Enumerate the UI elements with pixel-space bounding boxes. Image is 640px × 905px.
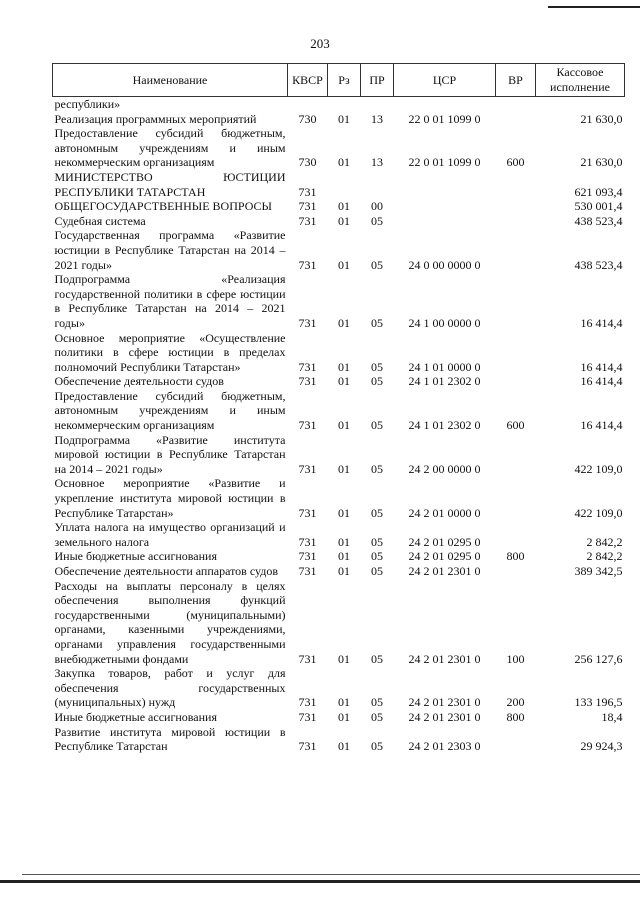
cell-rz: 01 bbox=[338, 359, 350, 374]
cell-csr bbox=[394, 214, 496, 229]
table-row bbox=[53, 389, 625, 433]
cell-vr bbox=[496, 214, 536, 229]
cell-name: Развитие института мировой юстиции в Республике Татарстан bbox=[54, 724, 286, 754]
cell-kvsr: 731 bbox=[298, 257, 317, 272]
cell-rz bbox=[328, 97, 361, 112]
cell-rz: 01 bbox=[338, 505, 350, 520]
header-csr: ЦСР bbox=[394, 64, 496, 97]
cell-amount: 2 842,2 bbox=[586, 549, 623, 564]
cell-name: Расходы на выплаты персоналу в целях обеспечения выполнения функций государственными (муниципальными) органами, казенными учреждениями, органами управления государственными внебюджетными фондами bbox=[54, 578, 286, 666]
cell-rz: 01 bbox=[338, 549, 350, 564]
cell-csr: 24 2 01 2303 0 bbox=[408, 739, 481, 754]
cell-name: ОБЩЕГОСУДАРСТВЕННЫЕ ВОПРОСЫ bbox=[54, 199, 272, 214]
cell-vr bbox=[496, 228, 536, 272]
cell-name: Предоставление субсидий бюджетным, автономным учреждениям и иным некоммерческим организациям bbox=[54, 388, 286, 433]
table-row bbox=[53, 710, 625, 725]
cell-vr: 100 bbox=[506, 651, 525, 666]
cell-pr: 05 bbox=[371, 359, 383, 374]
header-vr: ВР bbox=[496, 64, 536, 97]
cell-pr: 05 bbox=[371, 418, 383, 433]
cell-name: Закупка товаров, работ и услуг для обеспечения государственных (муниципальных) нужд bbox=[54, 666, 286, 710]
table-body bbox=[53, 97, 625, 754]
cell-amount bbox=[536, 97, 625, 112]
cell-vr bbox=[496, 374, 536, 389]
cell-rz: 01 bbox=[338, 315, 350, 330]
cell-kvsr: 731 bbox=[298, 199, 317, 214]
cell-csr: 24 2 00 0000 0 bbox=[408, 461, 481, 476]
cell-kvsr: 731 bbox=[298, 359, 317, 374]
cell-rz: 01 bbox=[338, 111, 350, 126]
cell-vr bbox=[496, 199, 536, 214]
table-row bbox=[53, 331, 625, 375]
cell-rz bbox=[328, 170, 361, 199]
cell-csr: 24 1 01 2302 0 bbox=[408, 374, 481, 389]
cell-csr: 24 2 01 0000 0 bbox=[408, 505, 481, 520]
cell-kvsr: 730 bbox=[298, 155, 317, 170]
cell-pr: 05 bbox=[371, 709, 383, 724]
cell-csr: 24 2 01 0295 0 bbox=[408, 534, 481, 549]
cell-csr: 24 2 01 2301 0 bbox=[408, 564, 481, 578]
table-row bbox=[53, 170, 625, 199]
table-row bbox=[53, 549, 625, 564]
cell-name: Подпрограмма «Развитие института мировой юстиции в Республике Татарстан на 2014 – 2021 годы» bbox=[54, 432, 286, 476]
cell-name: Подпрограмма «Реализация государственной политики в сфере юстиции в Республике Татарстан на 2014 – 2021 годы» bbox=[54, 272, 286, 330]
cell-rz: 01 bbox=[338, 739, 350, 754]
bottom-edge-bar bbox=[0, 880, 640, 883]
cell-kvsr: 731 bbox=[298, 564, 317, 578]
cell-amount: 422 109,0 bbox=[574, 461, 623, 476]
table-row bbox=[53, 214, 625, 229]
cell-kvsr: 731 bbox=[298, 418, 317, 433]
cell-pr bbox=[361, 97, 394, 112]
cell-kvsr: 731 bbox=[298, 549, 317, 564]
cell-pr: 13 bbox=[371, 111, 383, 126]
cell-kvsr bbox=[288, 97, 328, 112]
cell-csr: 24 2 01 2301 0 bbox=[408, 709, 481, 724]
cell-rz: 01 bbox=[338, 155, 350, 170]
cell-vr bbox=[496, 564, 536, 579]
table-row bbox=[53, 579, 625, 667]
table-row bbox=[53, 666, 625, 710]
cell-amount: 256 127,6 bbox=[574, 651, 623, 666]
cell-csr: 24 1 01 2302 0 bbox=[408, 418, 481, 433]
table-row bbox=[53, 476, 625, 520]
budget-table bbox=[52, 63, 625, 754]
table-row bbox=[53, 199, 625, 214]
cell-name: Предоставление субсидий бюджетным, автономным учреждениям и иным некоммерческим организациям bbox=[54, 126, 286, 170]
cell-vr bbox=[496, 170, 536, 199]
cell-rz: 01 bbox=[338, 257, 350, 272]
cell-name: Судебная система bbox=[54, 213, 146, 228]
cell-csr: 24 2 01 2301 0 bbox=[408, 651, 481, 666]
cell-amount: 133 196,5 bbox=[574, 695, 623, 710]
cell-pr: 05 bbox=[371, 505, 383, 520]
table-row bbox=[53, 228, 625, 272]
cell-csr: 24 0 00 0000 0 bbox=[408, 257, 481, 272]
cell-vr bbox=[496, 476, 536, 520]
cell-name: Основное мероприятие «Развитие и укрепление института мировой юстиции в Республике Татарстан» bbox=[54, 476, 286, 520]
table-header-row bbox=[53, 64, 625, 97]
cell-kvsr: 731 bbox=[298, 374, 317, 389]
cell-csr: 22 0 01 1099 0 bbox=[408, 111, 481, 126]
table-row bbox=[53, 725, 625, 754]
cell-rz: 01 bbox=[338, 709, 350, 724]
cell-kvsr: 731 bbox=[298, 739, 317, 754]
cell-vr: 800 bbox=[506, 549, 525, 564]
cell-name: Уплата налога на имущество организаций и земельного налога bbox=[54, 520, 286, 549]
table-row bbox=[53, 272, 625, 330]
cell-rz: 01 bbox=[338, 418, 350, 433]
cell-name: Реализация программных мероприятий bbox=[54, 111, 257, 126]
cell-csr bbox=[394, 170, 496, 199]
cell-kvsr: 731 bbox=[298, 461, 317, 476]
cell-pr: 05 bbox=[371, 695, 383, 710]
cell-rz: 01 bbox=[338, 695, 350, 710]
cell-kvsr: 731 bbox=[298, 315, 317, 330]
cell-name: Государственная программа «Развитие юстиции в Республике Татарстан на 2014 – 2021 годы» bbox=[54, 228, 286, 272]
cell-vr bbox=[496, 331, 536, 375]
cell-pr: 00 bbox=[371, 199, 383, 214]
cell-amount: 422 109,0 bbox=[574, 505, 623, 520]
cell-rz: 01 bbox=[338, 564, 350, 578]
cell-kvsr: 731 bbox=[298, 709, 317, 724]
table-row bbox=[53, 433, 625, 477]
table-row bbox=[53, 112, 625, 127]
table-row bbox=[53, 97, 625, 112]
cell-amount: 530 001,4 bbox=[574, 199, 623, 214]
cell-csr bbox=[394, 199, 496, 214]
cell-csr: 24 1 01 0000 0 bbox=[408, 359, 481, 374]
cell-name: республики» bbox=[54, 97, 121, 111]
cell-amount: 2 842,2 bbox=[586, 534, 623, 549]
cell-csr: 24 2 01 2301 0 bbox=[408, 695, 481, 710]
cell-vr bbox=[496, 725, 536, 754]
cell-amount: 16 414,4 bbox=[580, 359, 623, 374]
top-edge-line bbox=[548, 6, 640, 8]
cell-pr: 05 bbox=[371, 651, 383, 666]
cell-vr: 600 bbox=[506, 418, 525, 433]
cell-rz: 01 bbox=[338, 213, 350, 228]
bottom-frame-line bbox=[22, 874, 640, 875]
table-row bbox=[53, 520, 625, 549]
header-pr: ПР bbox=[361, 64, 394, 97]
cell-kvsr: 731 bbox=[298, 213, 317, 228]
cell-name: Иные бюджетные ассигнования bbox=[54, 549, 217, 564]
page-number: 203 bbox=[310, 36, 330, 51]
table-row bbox=[53, 374, 625, 389]
cell-pr: 05 bbox=[371, 374, 383, 389]
cell-kvsr: 731 bbox=[298, 534, 317, 549]
cell-pr: 05 bbox=[371, 461, 383, 476]
cell-vr: 600 bbox=[506, 155, 525, 170]
cell-name: Обеспечение деятельности судов bbox=[54, 374, 224, 389]
table-row bbox=[53, 126, 625, 170]
cell-rz: 01 bbox=[338, 534, 350, 549]
cell-vr bbox=[496, 97, 536, 112]
cell-amount: 438 523,4 bbox=[574, 257, 623, 272]
cell-amount: 21 630,0 bbox=[580, 155, 623, 170]
cell-kvsr: 731 bbox=[298, 184, 317, 199]
cell-pr: 05 bbox=[371, 534, 383, 549]
cell-csr: 24 2 01 0295 0 bbox=[408, 549, 481, 564]
cell-rz: 01 bbox=[338, 461, 350, 476]
header-amount: Кассовое исполнение bbox=[536, 64, 625, 97]
cell-name: Обеспечение деятельности аппаратов судов bbox=[54, 564, 279, 578]
header-rz: Рз bbox=[328, 64, 361, 97]
cell-vr: 200 bbox=[506, 695, 525, 710]
cell-pr: 05 bbox=[371, 564, 383, 578]
cell-pr: 05 bbox=[371, 549, 383, 564]
cell-pr: 05 bbox=[371, 257, 383, 272]
cell-rz: 01 bbox=[338, 374, 350, 389]
cell-kvsr: 731 bbox=[298, 505, 317, 520]
cell-amount: 389 342,5 bbox=[574, 564, 623, 578]
cell-kvsr: 730 bbox=[298, 111, 317, 126]
cell-name: Основное мероприятие «Осуществление политики в сфере юстиции в пределах полномочий Республики Татарстан» bbox=[54, 330, 286, 374]
cell-pr: 05 bbox=[371, 739, 383, 754]
cell-pr: 05 bbox=[371, 315, 383, 330]
cell-kvsr: 731 bbox=[298, 695, 317, 710]
cell-vr bbox=[496, 112, 536, 127]
cell-csr: 24 1 00 0000 0 bbox=[408, 315, 481, 330]
cell-amount: 16 414,4 bbox=[580, 374, 623, 389]
cell-amount: 621 093,4 bbox=[574, 184, 623, 199]
table-row bbox=[53, 564, 625, 579]
cell-pr bbox=[361, 170, 394, 199]
cell-amount: 16 414,4 bbox=[580, 315, 623, 330]
cell-amount: 29 924,3 bbox=[580, 739, 623, 754]
cell-name: МИНИСТЕРСТВО ЮСТИЦИИ РЕСПУБЛИКИ ТАТАРСТАН bbox=[54, 169, 286, 199]
cell-csr: 22 0 01 1099 0 bbox=[408, 155, 481, 170]
cell-csr bbox=[394, 97, 496, 112]
cell-name: Иные бюджетные ассигнования bbox=[54, 709, 217, 724]
cell-pr: 13 bbox=[371, 155, 383, 170]
cell-vr bbox=[496, 433, 536, 477]
header-name: Наименование bbox=[53, 64, 288, 97]
cell-vr bbox=[496, 520, 536, 549]
cell-amount: 18,4 bbox=[601, 709, 623, 724]
cell-amount: 16 414,4 bbox=[580, 418, 623, 433]
cell-vr: 800 bbox=[506, 709, 525, 724]
cell-amount: 438 523,4 bbox=[574, 213, 623, 228]
cell-vr bbox=[496, 272, 536, 330]
header-kvsr: КВСР bbox=[288, 64, 328, 97]
cell-rz: 01 bbox=[338, 651, 350, 666]
cell-pr: 05 bbox=[371, 213, 383, 228]
cell-kvsr: 731 bbox=[298, 651, 317, 666]
cell-rz: 01 bbox=[338, 199, 350, 214]
cell-amount: 21 630,0 bbox=[580, 111, 623, 126]
